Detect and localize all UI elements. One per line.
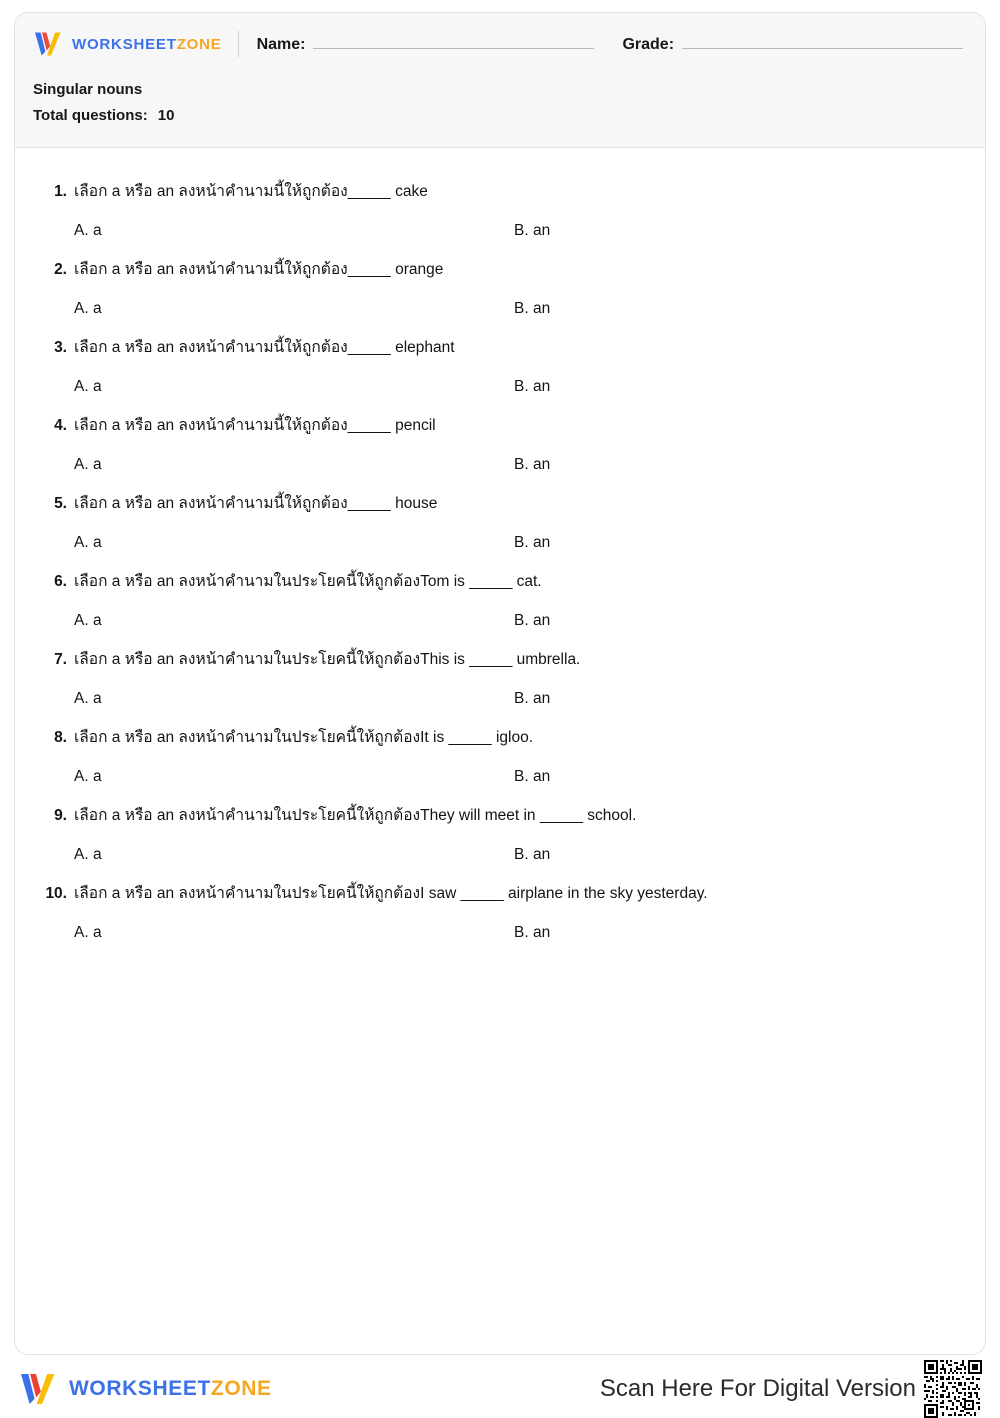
worksheet-header	[15, 13, 985, 148]
question-item	[33, 412, 967, 478]
question-item	[33, 334, 967, 400]
brand-name-worksheet: WORKSHEET	[72, 35, 177, 53]
qr-code-icon[interactable]	[924, 1360, 982, 1418]
question-line	[33, 880, 967, 908]
worksheet-zone-logo-icon	[33, 31, 63, 57]
footer-brand-name-worksheet: WORKSHEET	[69, 1376, 211, 1400]
question-line	[33, 178, 967, 206]
question-line	[33, 412, 967, 440]
question-line	[33, 334, 967, 362]
option-b[interactable]: B. an	[514, 612, 551, 629]
answer-options	[33, 842, 967, 868]
question-item	[33, 490, 967, 556]
footer-brand-logo	[18, 1372, 272, 1406]
question-number: 2.	[54, 261, 67, 278]
option-b[interactable]: B. an	[514, 768, 551, 785]
option-b[interactable]: B. an	[514, 222, 551, 239]
question-text: เลือก a หรือ an ลงหน้าคำนามนี้ให้ถูกต้อง_____ cake	[74, 183, 428, 200]
answer-options	[33, 296, 967, 322]
question-number: 5.	[54, 495, 67, 512]
option-b[interactable]: B. an	[514, 456, 551, 473]
scan-prompt-text: Scan Here For Digital Version	[599, 1374, 916, 1402]
option-a[interactable]: A. a	[74, 768, 102, 785]
question-line	[33, 490, 967, 518]
worksheet-card	[14, 12, 986, 1355]
question-number: 7.	[54, 651, 67, 668]
option-b[interactable]: B. an	[514, 690, 551, 707]
option-a[interactable]: A. a	[74, 612, 102, 629]
question-number: 8.	[54, 729, 67, 746]
question-item	[33, 568, 967, 634]
grade-field[interactable]	[622, 35, 963, 54]
answer-options	[33, 374, 967, 400]
question-item	[33, 724, 967, 790]
question-number: 3.	[54, 339, 67, 356]
footer-brand-name-zone: ZONE	[210, 1376, 272, 1400]
question-item	[33, 880, 967, 946]
brand-logo-text	[72, 36, 222, 53]
option-b[interactable]: B. an	[514, 846, 551, 863]
answer-options	[33, 608, 967, 634]
question-text: เลือก a หรือ an ลงหน้าคำนามในประโยคนี้ให้ถูกต้องI saw _____ airplane in the sky yesterday.	[74, 885, 708, 902]
option-a[interactable]: A. a	[74, 222, 102, 239]
answer-options	[33, 686, 967, 712]
option-a[interactable]: A. a	[74, 924, 102, 941]
question-text: เลือก a หรือ an ลงหน้าคำนามในประโยคนี้ให้ถูกต้องThey will meet in _____ school.	[74, 807, 637, 824]
option-a[interactable]: A. a	[74, 846, 102, 863]
question-number: 9.	[54, 807, 67, 824]
answer-options	[33, 764, 967, 790]
grade-label: Grade:	[622, 35, 675, 53]
question-line	[33, 568, 967, 596]
total-questions	[33, 103, 967, 129]
total-questions-label: Total questions:	[33, 107, 148, 124]
answer-options	[33, 530, 967, 556]
name-label: Name:	[256, 35, 306, 53]
option-a[interactable]: A. a	[74, 378, 102, 395]
footer-brand-logo-text	[69, 1377, 272, 1401]
question-item	[33, 646, 967, 712]
answer-options	[33, 920, 967, 946]
option-a[interactable]: A. a	[74, 456, 102, 473]
grade-input-line[interactable]	[682, 35, 963, 49]
question-text: เลือก a หรือ an ลงหน้าคำนามนี้ให้ถูกต้อง_____ pencil	[74, 417, 436, 434]
answer-options	[33, 452, 967, 478]
question-text: เลือก a หรือ an ลงหน้าคำนามนี้ให้ถูกต้อง_____ orange	[74, 261, 444, 278]
question-number: 6.	[54, 573, 67, 590]
option-a[interactable]: A. a	[74, 300, 102, 317]
name-field[interactable]	[257, 35, 595, 54]
answer-options	[33, 218, 967, 244]
question-item	[33, 802, 967, 868]
option-b[interactable]: B. an	[514, 300, 551, 317]
option-b[interactable]: B. an	[514, 924, 551, 941]
option-a[interactable]: A. a	[74, 690, 102, 707]
page-footer	[0, 1363, 1000, 1414]
question-number: 1.	[54, 183, 67, 200]
question-text: เลือก a หรือ an ลงหน้าคำนามนี้ให้ถูกต้อง_____ house	[74, 495, 438, 512]
question-text: เลือก a หรือ an ลงหน้าคำนามนี้ให้ถูกต้อง_____ elephant	[74, 339, 455, 356]
total-questions-count: 10	[157, 107, 175, 124]
question-item	[33, 178, 967, 244]
question-line	[33, 256, 967, 284]
option-a[interactable]: A. a	[74, 534, 102, 551]
brand-name-zone: ZONE	[176, 35, 222, 53]
header-top-row	[15, 13, 985, 75]
question-number: 10.	[45, 885, 67, 902]
option-b[interactable]: B. an	[514, 378, 551, 395]
question-text: เลือก a หรือ an ลงหน้าคำนามในประโยคนี้ให้ถูกต้องThis is _____ umbrella.	[74, 651, 581, 668]
worksheet-meta	[15, 77, 985, 129]
brand-logo	[33, 31, 222, 57]
question-line	[33, 646, 967, 674]
option-b[interactable]: B. an	[514, 534, 551, 551]
question-line	[33, 802, 967, 830]
question-line	[33, 724, 967, 752]
header-divider	[238, 31, 239, 57]
worksheet-zone-logo-icon	[18, 1372, 58, 1406]
question-text: เลือก a หรือ an ลงหน้าคำนามในประโยคนี้ให้ถูกต้องIt is _____ igloo.	[74, 729, 534, 746]
question-text: เลือก a หรือ an ลงหน้าคำนามในประโยคนี้ให้ถูกต้องTom is _____ cat.	[74, 573, 542, 590]
question-item	[33, 256, 967, 322]
worksheet-title: Singular nouns	[33, 81, 143, 98]
questions-list	[15, 148, 985, 946]
name-input-line[interactable]	[313, 35, 594, 49]
question-number: 4.	[54, 417, 67, 434]
